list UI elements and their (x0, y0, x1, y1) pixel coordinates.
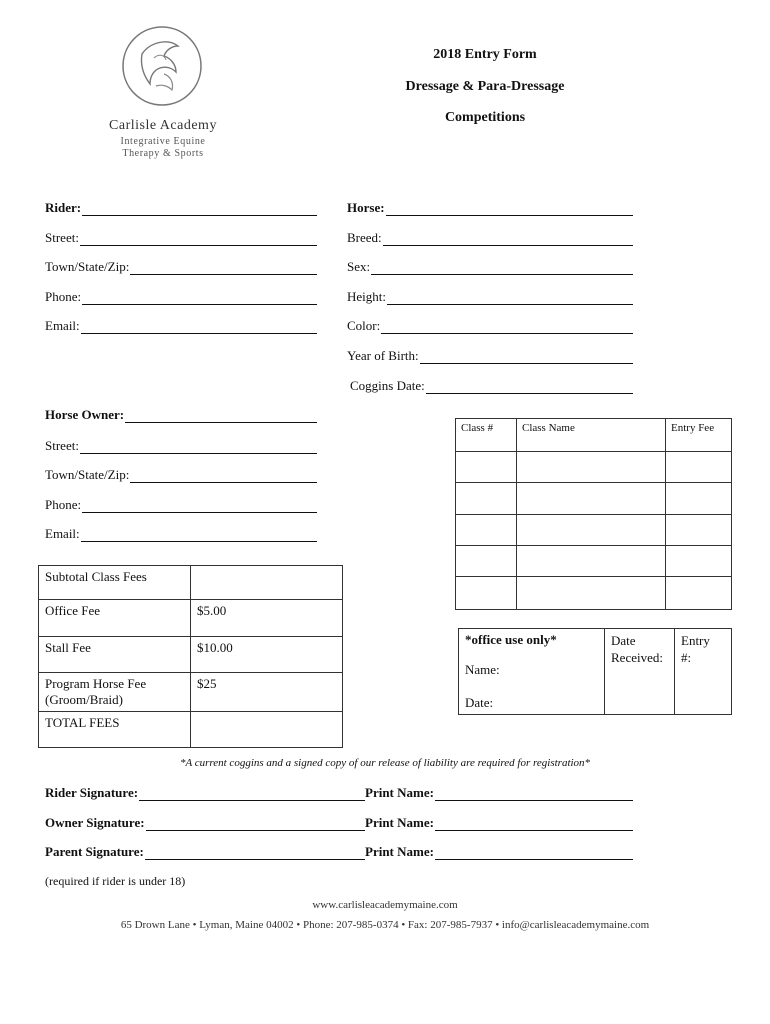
office-name-label: Name: (465, 662, 500, 677)
class-number-cell[interactable] (456, 546, 517, 577)
rider-email-label: Email: (45, 318, 80, 333)
entry-fee-cell[interactable] (666, 577, 732, 610)
breed-label: Breed: (347, 230, 382, 245)
class-name-cell[interactable] (517, 577, 666, 610)
owner-signature-label: Owner Signature: (45, 815, 145, 830)
table-row (39, 600, 343, 637)
date-received-cell (605, 629, 675, 715)
table-row (39, 637, 343, 673)
table-row (456, 546, 732, 577)
owner-street-line[interactable] (80, 441, 317, 454)
rider-street-field[interactable] (45, 230, 317, 246)
rider-label: Rider: (45, 200, 82, 215)
parent-signature-field[interactable] (45, 844, 365, 860)
owner-signature-line[interactable] (146, 818, 365, 831)
owner-email-label: Email: (45, 526, 80, 541)
footer-website: www.carlisleacademymaine.com (312, 899, 458, 911)
class-number-cell[interactable] (456, 577, 517, 610)
rider-signature-label: Rider Signature: (45, 785, 139, 800)
table-row (456, 515, 732, 546)
program-horse-fee-line2: (Groom/Braid) (45, 692, 123, 707)
academy-logo (88, 18, 238, 163)
stall-fee-label: Stall Fee (39, 637, 191, 673)
subtotal-value[interactable] (191, 566, 343, 600)
office-use-title: *office use only* (465, 632, 557, 647)
height-label: Height: (347, 289, 386, 304)
rider-line[interactable] (82, 203, 317, 216)
breed-line[interactable] (383, 233, 633, 246)
coggins-date-label: Coggins Date: (350, 378, 425, 393)
horse-label: Horse: (347, 200, 385, 215)
program-horse-fee-line1: Program Horse Fee (45, 676, 147, 691)
total-fees-label: TOTAL FEES (39, 712, 191, 748)
form-subtitle: Dressage & Para-Dressage (405, 79, 565, 94)
class-table (455, 418, 732, 610)
height-line[interactable] (387, 292, 633, 305)
owner-town-line[interactable] (130, 470, 317, 483)
rider-street-line[interactable] (80, 233, 317, 246)
rider-phone-label: Phone: (45, 289, 82, 304)
owner-town-label: Town/State/Zip: (45, 467, 130, 482)
horse-owner-field[interactable] (45, 407, 317, 423)
entry-fee-cell[interactable] (666, 483, 732, 515)
horse-owner-line[interactable] (125, 410, 317, 423)
color-label: Color: (347, 318, 381, 333)
logo-subtitle-2: Therapy & Sports (122, 148, 204, 159)
footer-address: 65 Drown Lane • Lyman, Maine 04002 • Phone: 207-985-0374 • Fax: 207-985-7937 • info@carlisleacademymaine.com (120, 919, 650, 931)
entry-fee-cell[interactable] (666, 546, 732, 577)
registration-note: *A current coggins and a signed copy of our release of liability are required for registration* (179, 757, 591, 769)
breed-field[interactable] (347, 230, 633, 246)
table-row (456, 452, 732, 483)
rider-print-name-label: Print Name: (365, 785, 434, 800)
rider-phone-field[interactable] (45, 289, 317, 305)
table-row (456, 483, 732, 515)
entry-number-line1: Entry (681, 633, 710, 648)
owner-print-name-line[interactable] (435, 818, 633, 831)
form-subtitle-2: Competitions (444, 110, 526, 125)
horse-owner-label: Horse Owner: (45, 407, 125, 422)
rider-town-label: Town/State/Zip: (45, 259, 130, 274)
class-number-cell[interactable] (456, 515, 517, 546)
logo-name: Carlisle Academy (109, 118, 217, 133)
logo-subtitle-1: Integrative Equine (120, 136, 206, 147)
class-number-cell[interactable] (456, 452, 517, 483)
stall-fee-value: $10.00 (191, 637, 343, 673)
parent-signature-label: Parent Signature: (45, 844, 144, 859)
entry-number-cell (675, 629, 732, 715)
rider-print-name-line[interactable] (435, 788, 633, 801)
sex-line[interactable] (371, 262, 633, 275)
date-received-line2: Received: (611, 650, 663, 665)
rider-town-field[interactable] (45, 259, 317, 275)
class-name-cell[interactable] (517, 546, 666, 577)
horse-line[interactable] (386, 203, 633, 216)
program-horse-fee-label (39, 673, 191, 712)
form-title: 2018 Entry Form (433, 47, 537, 62)
coggins-date-field[interactable] (350, 378, 633, 394)
class-name-cell[interactable] (517, 452, 666, 483)
total-fees-value[interactable] (191, 712, 343, 748)
fees-table (38, 565, 343, 748)
owner-town-field[interactable] (45, 467, 317, 483)
rider-town-line[interactable] (130, 262, 317, 275)
rider-email-line[interactable] (81, 321, 317, 334)
sex-label: Sex: (347, 259, 371, 274)
color-line[interactable] (381, 321, 633, 334)
rider-street-label: Street: (45, 230, 79, 245)
office-use-table (458, 628, 732, 715)
owner-phone-label: Phone: (45, 497, 82, 512)
owner-phone-field[interactable] (45, 497, 317, 513)
rider-signature-field[interactable] (45, 785, 365, 801)
horse-field[interactable] (347, 200, 633, 216)
height-field[interactable] (347, 289, 633, 305)
office-fee-label: Office Fee (39, 600, 191, 637)
table-row (39, 673, 343, 712)
parent-print-name-label: Print Name: (365, 844, 434, 859)
required-note: (required if rider is under 18) (45, 874, 186, 888)
rider-phone-line[interactable] (82, 292, 317, 305)
owner-email-line[interactable] (81, 529, 317, 542)
subtotal-label: Subtotal Class Fees (39, 566, 191, 600)
color-field[interactable] (347, 318, 633, 334)
table-row (39, 566, 343, 600)
class-number-cell[interactable] (456, 483, 517, 515)
owner-street-field[interactable] (45, 438, 317, 454)
class-name-cell[interactable] (517, 483, 666, 515)
year-of-birth-line[interactable] (420, 351, 633, 364)
table-row (39, 712, 343, 748)
sex-field[interactable] (347, 259, 633, 275)
class-table-header (456, 419, 732, 452)
class-number-header: Class # (456, 419, 517, 452)
entry-fee-header: Entry Fee (666, 419, 732, 452)
office-fee-value: $5.00 (191, 600, 343, 637)
office-use-cell (459, 629, 605, 715)
class-name-cell[interactable] (517, 515, 666, 546)
rider-print-name-field[interactable] (365, 785, 633, 801)
office-date-label: Date: (465, 695, 494, 710)
class-name-header: Class Name (517, 419, 666, 452)
entry-fee-cell[interactable] (666, 515, 732, 546)
rider-email-field[interactable] (45, 318, 317, 334)
owner-print-name-field[interactable] (365, 815, 633, 831)
program-horse-fee-value: $25 (191, 673, 343, 712)
owner-signature-field[interactable] (45, 815, 365, 831)
entry-fee-cell[interactable] (666, 452, 732, 483)
owner-email-field[interactable] (45, 526, 317, 542)
date-received-line1: Date (611, 633, 636, 648)
rider-signature-line[interactable] (139, 788, 365, 801)
table-row (459, 629, 732, 715)
entry-number-line2: #: (681, 650, 692, 665)
coggins-date-line[interactable] (426, 381, 633, 394)
year-of-birth-label: Year of Birth: (347, 348, 419, 363)
owner-print-name-label: Print Name: (365, 815, 434, 830)
rider-field[interactable] (45, 200, 317, 216)
parent-print-name-line[interactable] (435, 847, 633, 860)
horse-logo-icon (120, 24, 204, 108)
parent-print-name-field[interactable] (365, 844, 633, 860)
owner-street-label: Street: (45, 438, 79, 453)
year-of-birth-field[interactable] (347, 348, 633, 364)
parent-signature-line[interactable] (145, 847, 365, 860)
table-row (456, 577, 732, 610)
owner-phone-line[interactable] (82, 500, 317, 513)
